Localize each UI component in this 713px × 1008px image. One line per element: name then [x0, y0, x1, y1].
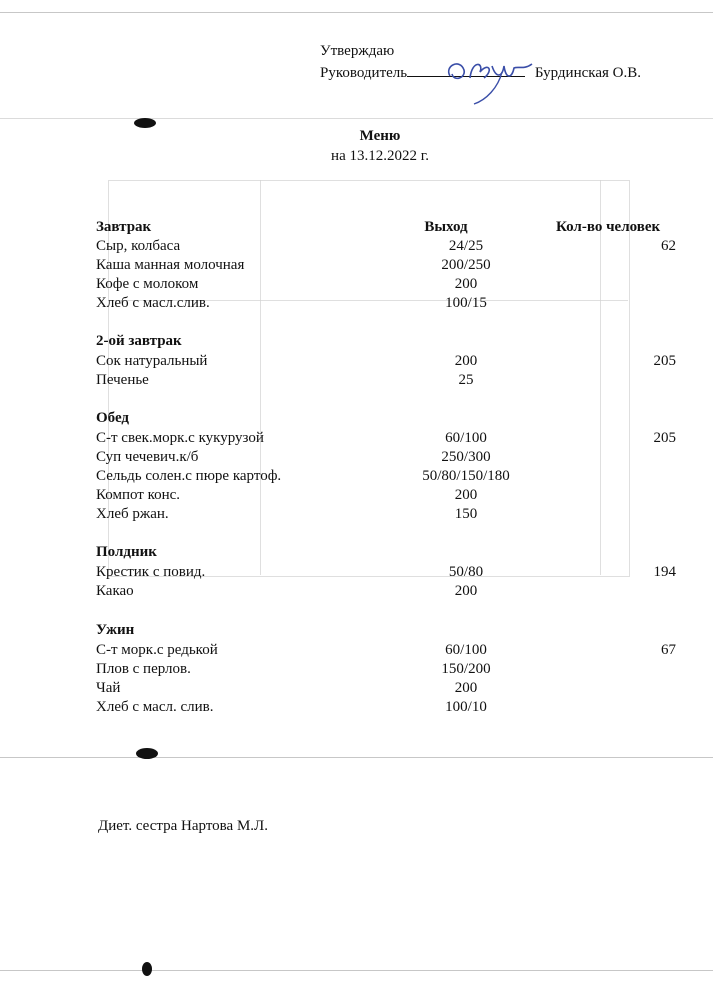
menu-row — [96, 641, 676, 660]
dish-name: Компот конс. — [96, 487, 181, 503]
column-people-header: Кол-во человек — [556, 219, 661, 235]
dish-output: 200 — [454, 487, 478, 503]
dish-output: 25 — [458, 372, 474, 388]
dish-name: Плов с перлов. — [96, 661, 191, 677]
menu-row — [96, 275, 676, 294]
people-count: 205 — [653, 430, 676, 446]
menu-row — [96, 371, 676, 390]
dish-name: Сок натуральный — [96, 353, 208, 369]
dish-output: 60/100 — [445, 642, 487, 658]
dish-output: 150/200 — [441, 661, 491, 677]
menu-row — [96, 698, 676, 717]
dish-name: Каша манная молочная — [96, 257, 245, 273]
scan-blot — [142, 962, 152, 976]
section-second-breakfast-title: 2-ой завтрак — [96, 333, 182, 349]
people-count: 67 — [661, 642, 676, 658]
section-lunch-title: Обед — [96, 410, 130, 426]
menu-row — [96, 582, 676, 601]
section-dinner-title: Ужин — [96, 622, 135, 638]
menu-row — [96, 563, 676, 582]
menu-row — [96, 505, 676, 524]
dish-name: Какао — [96, 583, 134, 599]
menu-row — [96, 679, 676, 698]
dish-output: 50/80 — [448, 564, 484, 580]
dish-output: 200 — [454, 353, 478, 369]
approver-position: Руководитель — [320, 65, 408, 81]
scan-line — [0, 970, 713, 971]
dish-name: Хлеб с масл. слив. — [96, 699, 214, 715]
scan-line — [0, 12, 713, 13]
menu-row — [96, 429, 676, 448]
document-title: Меню — [359, 128, 401, 144]
dish-name: Хлеб с масл.слив. — [96, 295, 210, 311]
scan-blot — [134, 118, 156, 128]
dish-name: Кофе с молоком — [96, 276, 199, 292]
menu-row — [96, 237, 676, 256]
menu-row — [96, 660, 676, 679]
dish-name: Сыр, колбаса — [96, 238, 181, 254]
approve-word: Утверждаю — [320, 43, 395, 59]
dish-name: Сельдь солен.с пюре картоф. — [96, 468, 282, 484]
dish-output: 200 — [454, 583, 478, 599]
menu-row — [96, 467, 676, 486]
menu-row — [96, 352, 676, 371]
menu-row — [96, 294, 676, 313]
people-count: 62 — [661, 238, 676, 254]
menu-row — [96, 448, 676, 467]
people-count: 194 — [653, 564, 676, 580]
dish-name: Печенье — [96, 372, 149, 388]
scan-blot — [136, 748, 158, 759]
scan-line — [0, 118, 713, 119]
section-breakfast-title: Завтрак — [96, 219, 152, 235]
people-count: 205 — [653, 353, 676, 369]
dish-name: С-т свек.морк.с кукурузой — [96, 430, 264, 446]
handwritten-signature — [440, 48, 540, 108]
approver-name: Бурдинская О.В. — [534, 65, 641, 81]
column-output-header: Выход — [424, 219, 468, 235]
dish-output: 250/300 — [441, 449, 491, 465]
dish-name: Суп чечевич.к/б — [96, 449, 199, 465]
dish-output: 100/10 — [445, 699, 487, 715]
dish-output: 100/15 — [445, 295, 487, 311]
section-snack-title: Полдник — [96, 544, 157, 560]
menu-row — [96, 256, 676, 275]
dish-output: 50/80/150/180 — [422, 468, 510, 484]
scan-line — [0, 757, 713, 758]
dish-output: 200/250 — [441, 257, 491, 273]
dish-output: 60/100 — [445, 430, 487, 446]
menu-date: на 13.12.2022 г. — [331, 148, 429, 164]
menu-row — [96, 486, 676, 505]
diet-nurse-signature: Диет. сестра Нартова М.Л. — [98, 818, 268, 834]
dish-name: С-т морк.с редькой — [96, 642, 218, 658]
dish-name: Хлеб ржан. — [96, 506, 169, 522]
dish-name: Чай — [96, 680, 121, 696]
dish-output: 200 — [454, 680, 478, 696]
dish-output: 150 — [454, 506, 478, 522]
dish-name: Крестик с повид. — [96, 564, 206, 580]
dish-output: 200 — [454, 276, 478, 292]
dish-output: 24/25 — [448, 238, 484, 254]
